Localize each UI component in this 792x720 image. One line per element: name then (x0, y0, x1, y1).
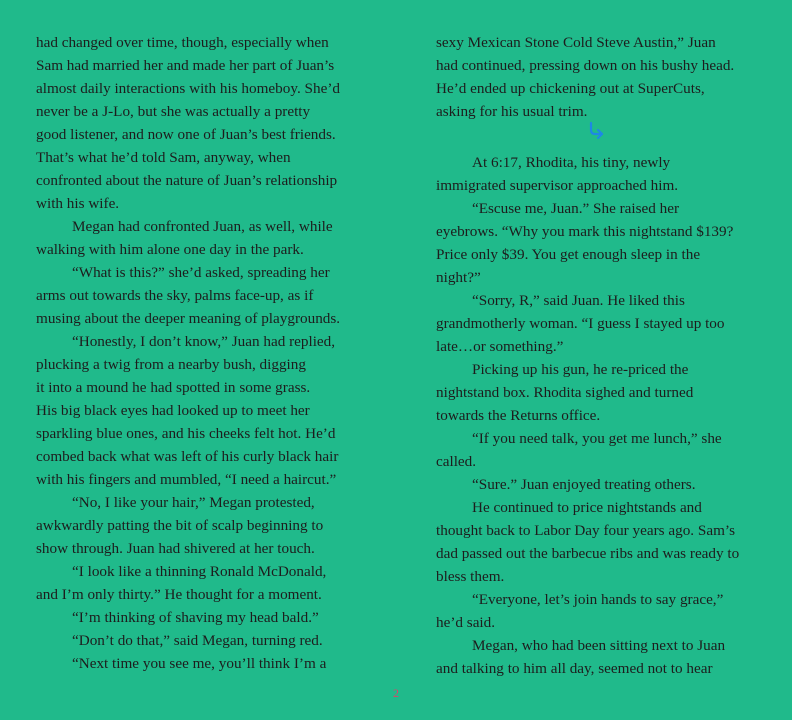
page-number: 2 (393, 686, 399, 700)
text-line: “Sure.” Juan enjoyed treating others. (472, 476, 696, 493)
text-line: “Sorry, R,” said Juan. He liked this (472, 292, 685, 309)
text-line: “I’m thinking of shaving my head bald.” (72, 609, 319, 626)
text-line: At 6:17, Rhodita, his tiny, newly (472, 154, 671, 171)
text-line: Picking up his gun, he re-priced the (472, 361, 689, 378)
text-line: arms out towards the sky, palms face-up, as if (36, 287, 314, 304)
scene-break (436, 123, 762, 151)
text-line: good listener, and now one of Juan’s best friends. (36, 126, 336, 143)
text-line: he’d said. (436, 614, 496, 631)
text-line: Sam had married her and made her part of Juan’s (36, 57, 335, 74)
text-line: and I’m only thirty.” He thought for a moment. (36, 586, 322, 603)
text-line: grandmotherly woman. “I guess I stayed up too (436, 315, 725, 332)
text-line: Price only $39. You get enough sleep in the (436, 246, 701, 263)
text-line: asking for his usual trim. (436, 103, 588, 120)
text-line: plucking a twig from a nearby bush, digging (36, 356, 306, 373)
text-line: towards the Returns office. (436, 407, 601, 424)
text-line: dad passed out the barbecue ribs and was ready to (436, 545, 740, 562)
text-line: had changed over time, though, especially when (36, 34, 329, 51)
text-line: “What is this?” she’d asked, spreading her (72, 264, 330, 281)
text-line: eyebrows. “Why you mark this nightstand $139? (436, 223, 734, 240)
text-line: called. (436, 453, 477, 470)
text-line: late…or something.” (436, 338, 564, 355)
text-line: Megan, who had been sitting next to Juan (472, 637, 726, 654)
text-line: had continued, pressing down on his bushy head. (436, 57, 735, 74)
text-line: thought back to Labor Day four years ago. Sam’s (436, 522, 736, 539)
text-line: “Escuse me, Juan.” She raised her (472, 200, 680, 217)
text-line: with his fingers and mumbled, “I need a haircut.” (36, 471, 337, 488)
text-line: “Next time you see me, you’ll think I’m a (72, 655, 327, 672)
text-line: combed back what was left of his curly black hair (36, 448, 339, 465)
text-line: immigrated supervisor approached him. (436, 177, 679, 194)
text-line: it into a mound he had spotted in some grass. (36, 379, 311, 396)
text-line: musing about the deeper meaning of playgrounds. (36, 310, 341, 327)
text-line: His big black eyes had looked up to meet her (36, 402, 310, 419)
text-line: confronted about the nature of Juan’s relationship (36, 172, 338, 189)
right-column-top-text (436, 31, 762, 123)
text-line: sexy Mexican Stone Cold Steve Austin,” Juan (436, 34, 716, 51)
text-line: awkwardly patting the bit of scalp beginning to (36, 517, 324, 534)
text-line: He’d ended up chickening out at SuperCuts, (436, 80, 705, 97)
text-line: show through. Juan had shivered at her touch. (36, 540, 315, 557)
text-line: and talking to him all day, seemed not to hear (436, 660, 713, 677)
text-line: walking with him alone one day in the park. (36, 241, 304, 258)
curved-arrow-icon (587, 120, 607, 140)
left-column (36, 31, 362, 675)
text-line: “Everyone, let’s join hands to say grace,” (472, 591, 724, 608)
text-line: “No, I like your hair,” Megan protested, (72, 494, 315, 511)
text-line: “If you need talk, you get me lunch,” she (472, 430, 722, 447)
text-line: nightstand box. Rhodita sighed and turned (436, 384, 694, 401)
text-line: Megan had confronted Juan, as well, while (72, 218, 333, 235)
text-line: “Honestly, I don’t know,” Juan had replied, (72, 333, 336, 350)
text-line: almost daily interactions with his homeboy. She’d (36, 80, 340, 97)
text-line: never be a J-Lo, but she was actually a pretty (36, 103, 311, 120)
text-line: sparkling blue ones, and his cheeks felt hot. He’d (36, 425, 336, 442)
right-column-bottom-text (436, 151, 762, 680)
text-line: He continued to price nightstands and (472, 499, 702, 516)
text-line: with his wife. (36, 195, 120, 212)
text-line: night?” (436, 269, 481, 286)
text-line: “I look like a thinning Ronald McDonald, (72, 563, 327, 580)
text-line: That’s what he’d told Sam, anyway, when (36, 149, 291, 166)
text-line: bless them. (436, 568, 505, 585)
right-column (436, 31, 762, 680)
text-line: “Don’t do that,” said Megan, turning red. (72, 632, 323, 649)
